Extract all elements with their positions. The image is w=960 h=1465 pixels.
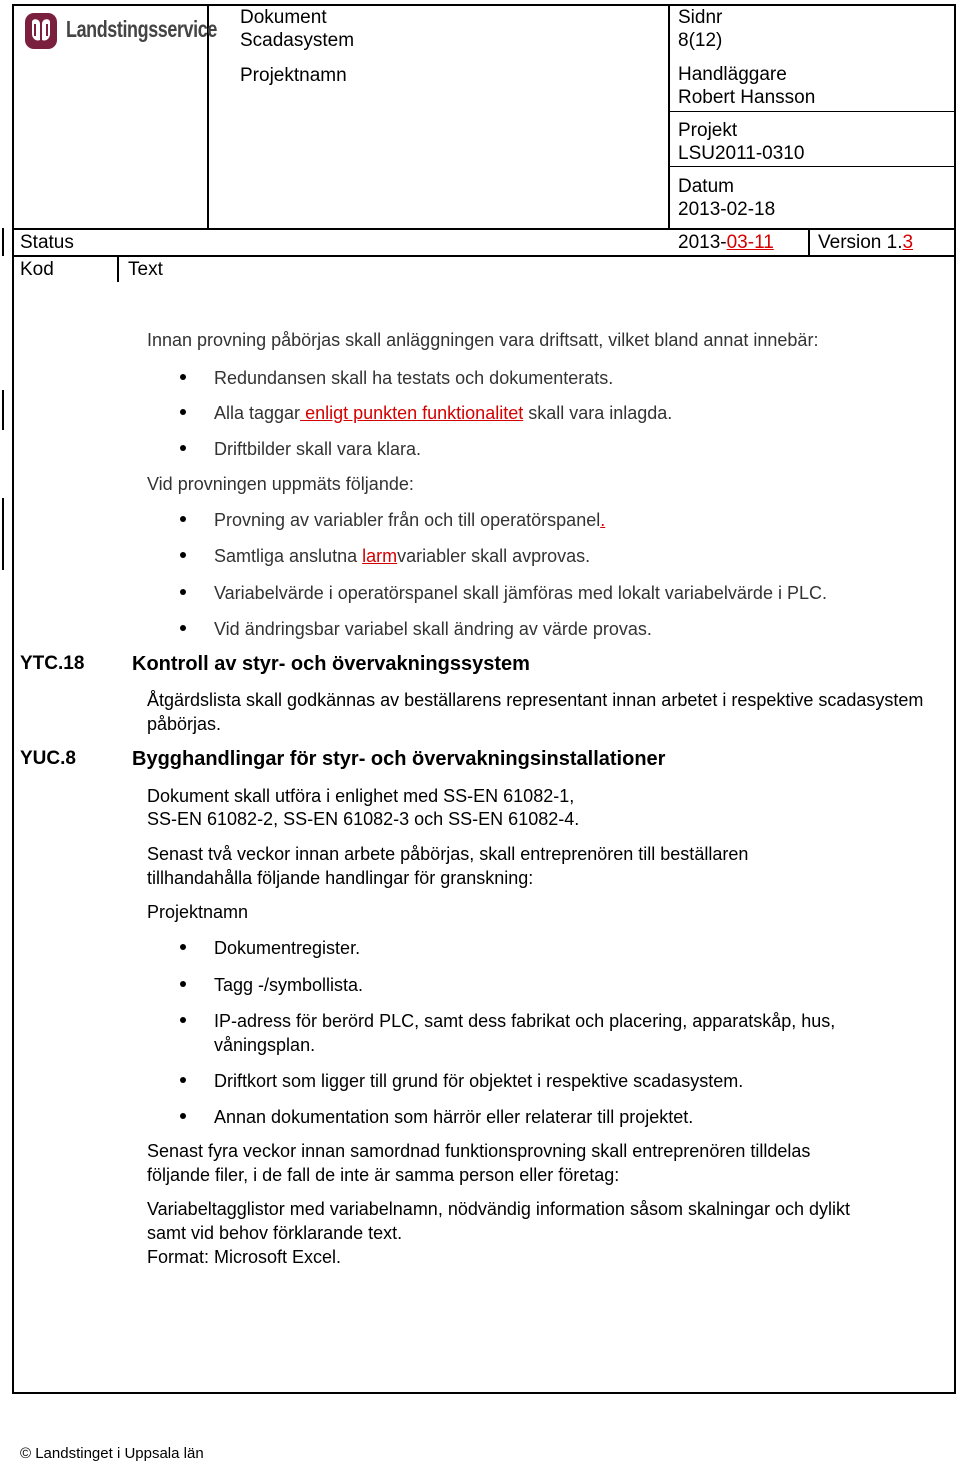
list-item — [214, 508, 605, 532]
header-hline-4 — [668, 166, 956, 167]
projektnamn-label: Projektnamn — [240, 65, 347, 86]
header-hline-1 — [12, 228, 956, 230]
vid-provningen-text: Vid provningen uppmäts följande: — [147, 474, 414, 494]
ytc-heading: Kontroll av styr- och övervakningssystem — [132, 653, 530, 675]
projekt-label: Projekt — [678, 120, 738, 141]
bullet — [180, 409, 186, 415]
bullet — [180, 374, 186, 380]
p4-line2: samt vid behov förklarande text. — [147, 1223, 403, 1243]
bullet — [180, 1113, 186, 1119]
handlaggare-value: Robert Hansson — [678, 87, 816, 108]
version — [818, 231, 913, 254]
bullet — [180, 516, 186, 522]
list-item: Dokumentregister. — [214, 938, 361, 958]
larm-link[interactable]: larm — [362, 546, 398, 566]
p3-line2: följande filer, i de fall de inte är samma person eller företag: — [147, 1165, 620, 1185]
p3-line1: Senast fyra veckor innan samordnad funktionsprovning skall entreprenören tilldelas — [147, 1141, 811, 1161]
bullet — [180, 625, 186, 631]
version-prefix: Version 1. — [818, 232, 903, 253]
list-item: Driftkort som ligger till grund för objektet i respektive scadasystem. — [214, 1071, 744, 1091]
logo-mark-icon — [24, 12, 58, 50]
dokument-value: Scadasystem — [240, 30, 355, 51]
bullet — [180, 552, 186, 558]
yuc-p1-line1: Dokument skall utföra i enlighet med SS-EN 61082-1, — [147, 786, 575, 806]
list-item: Annan dokumentation som härrör eller relaterar till projektet. — [214, 1107, 694, 1127]
yuc-p2-line1: Senast två veckor innan arbete påbörjas, skall entreprenören till beställaren — [147, 844, 749, 864]
p4-line1: Variabeltagglistor med variabelnamn, nödvändig information såsom skalningar och dylikt — [147, 1199, 851, 1219]
projekt-value: LSU2011-0310 — [678, 143, 805, 164]
footer-copyright: © Landstinget i Uppsala län — [20, 1445, 204, 1462]
p4-line3: Format: Microsoft Excel. — [147, 1247, 342, 1267]
list-item: Driftbilder skall vara klara. — [214, 439, 422, 459]
list-item: Vid ändringsbar variabel skall ändring av värde provas. — [214, 619, 652, 639]
change-bar — [2, 390, 4, 430]
change-bar — [2, 228, 4, 256]
yuc-code: YUC.8 — [20, 748, 76, 769]
projektnamn-text: Projektnamn — [147, 902, 249, 922]
status-date — [678, 231, 774, 254]
status-label: Status — [20, 232, 74, 253]
ytc-code: YTC.18 — [20, 653, 85, 674]
header-hline-3 — [668, 111, 956, 112]
datum-label: Datum — [678, 176, 734, 197]
list-item-text: skall vara inlagda. — [523, 403, 673, 423]
list-item: Variabelvärde i operatörspanel skall jämföras med lokalt variabelvärde i PLC. — [214, 583, 827, 603]
bullet — [180, 944, 186, 950]
change-bar — [2, 498, 4, 570]
funktionalitet-link[interactable]: enligt punkten funktionalitet — [300, 403, 524, 423]
list-item-text: Provning av variabler från och till operatörspanel — [214, 510, 601, 530]
list-item: IP-adress för berörd PLC, samt dess fabrikat och placering, apparatskåp, hus, — [214, 1011, 836, 1031]
yuc-p1-line2: SS-EN 61082-2, SS-EN 61082-3 och SS-EN 61082-4. — [147, 809, 580, 829]
changed-mark: . — [600, 510, 606, 530]
handlaggare-label: Handläggare — [678, 64, 787, 85]
bullet — [180, 445, 186, 451]
status-date-changed: 03-11 — [726, 232, 774, 253]
yuc-heading: Bygghandlingar för styr- och övervakningsinstallationer — [132, 748, 666, 770]
sidnr-value: 8(12) — [678, 30, 723, 51]
header-divider-3 — [808, 230, 810, 256]
datum-value: 2013-02-18 — [678, 199, 776, 220]
intro-text: Innan provning påbörjas skall anläggningen vara driftsatt, vilket bland annat innebär: — [147, 330, 819, 350]
ytc-text: Åtgärdslista skall godkännas av beställarens representant innan arbetet i respektive scadasystem påbörjas. — [147, 690, 924, 734]
list-item-text: Samtliga anslutna — [214, 546, 363, 566]
list-item: Tagg -/symbollista. — [214, 975, 364, 995]
bullet — [180, 589, 186, 595]
version-changed: 3 — [902, 232, 914, 253]
bullet — [180, 1017, 186, 1023]
sidnr-label: Sidnr — [678, 7, 723, 28]
logo-text: Landstingsservice — [66, 16, 217, 42]
list-item-text: variabler skall avprovas. — [397, 546, 591, 566]
kod-label: Kod — [20, 259, 54, 280]
list-item: Redundansen skall ha testats och dokumenterats. — [214, 368, 614, 388]
list-item-continuation: våningsplan. — [214, 1035, 316, 1055]
dokument-label: Dokument — [240, 7, 327, 28]
status-date-prefix: 2013- — [678, 232, 727, 253]
bullet — [180, 1077, 186, 1083]
list-item-text: Alla taggar — [214, 403, 301, 423]
bullet — [180, 981, 186, 987]
yuc-p2-line2: tillhandahålla följande handlingar för granskning: — [147, 868, 534, 888]
list-item — [214, 401, 672, 425]
list-item — [214, 544, 590, 568]
logo — [24, 12, 217, 50]
header-divider-2 — [668, 4, 670, 230]
text-label: Text — [128, 259, 163, 280]
header-divider-4 — [117, 256, 119, 282]
header-hline-2 — [12, 255, 956, 257]
